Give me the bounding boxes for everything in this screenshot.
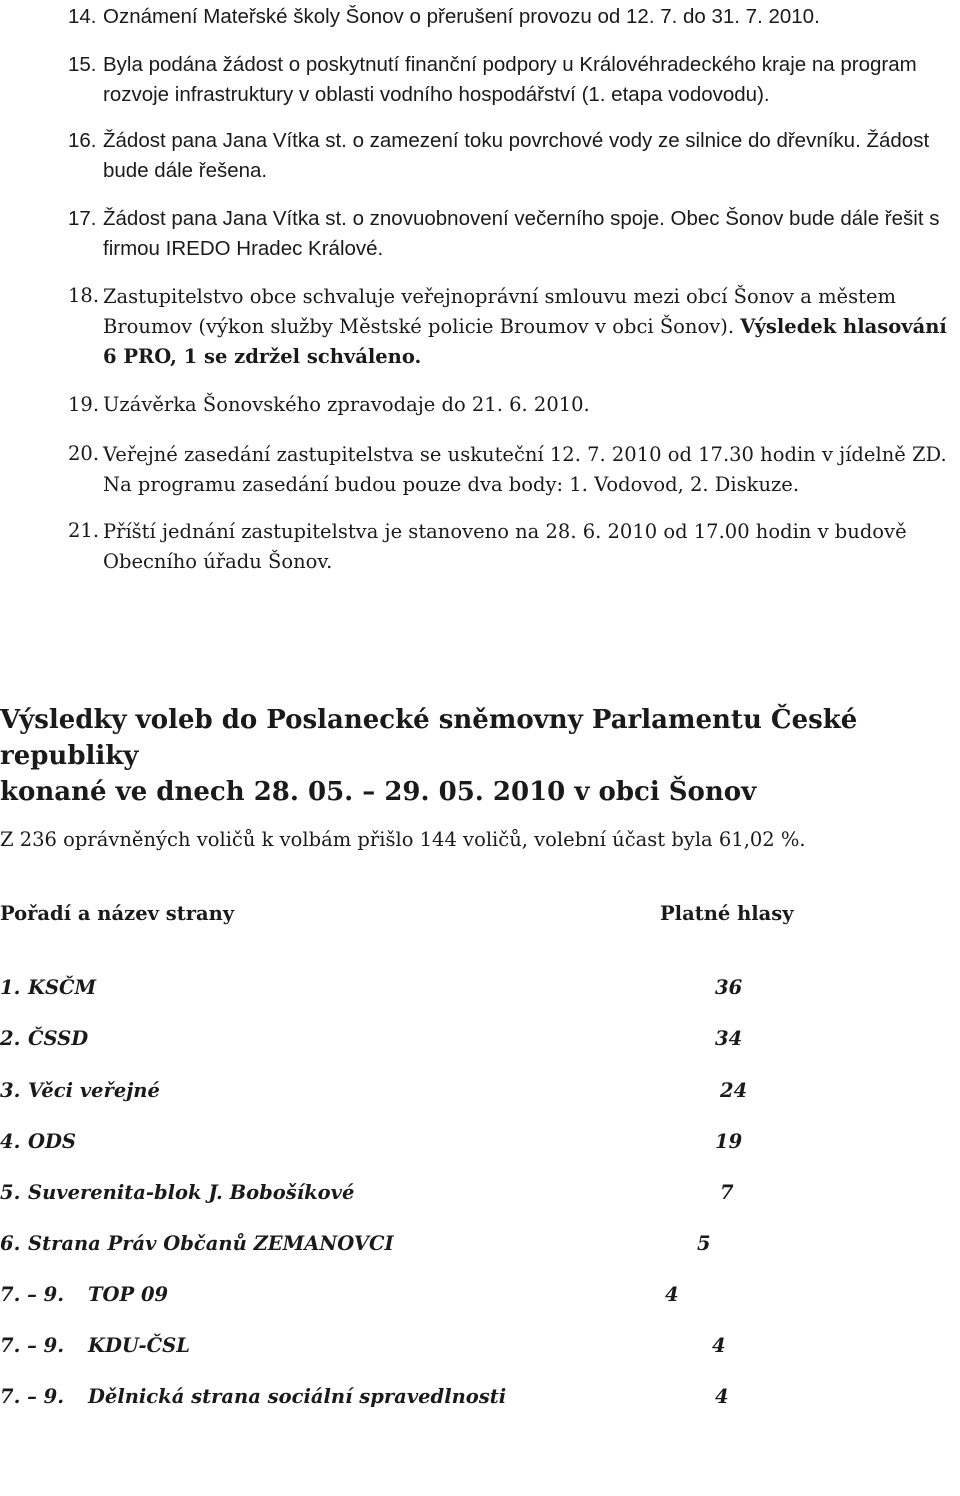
item-text: Oznámení Mateřské školy Šonov o přerušení provozu od 12. 7. do 31. 7. 2010. — [103, 5, 820, 28]
votes: 19 — [715, 1130, 743, 1153]
item-number: 15. — [68, 53, 97, 76]
party: Dělnická strana sociální spravedlnosti — [88, 1385, 507, 1408]
item-text: Byla podána žádost o poskytnutí finanční podpory u Královéhradeckého kraje na program rozvoje infrastruktury v oblasti vodního hospodářství (1. etapa vodovodu). — [103, 53, 917, 106]
rank: 2. — [0, 1027, 21, 1050]
item-text: Žádost pana Jana Vítka st. o znovuobnovení večerního spoje. Obec Šonov bude dále řešit s firmou IREDO Hradec Králové. — [103, 207, 940, 260]
list-item — [68, 440, 960, 500]
item-text: Příští jednání zastupitelstva je stanoveno na 28. 6. 2010 od 17.00 hodin v budově Obecního úřadu Šonov. — [103, 520, 907, 573]
party: ODS — [28, 1130, 76, 1153]
votes: 36 — [715, 976, 743, 999]
rank: 1. — [0, 976, 21, 999]
party-column-header: Pořadí a název strany — [0, 902, 235, 925]
votes: 4 — [712, 1334, 726, 1357]
list-item — [68, 204, 960, 264]
title-line: Výsledky voleb do Poslanecké sněmovny Parlamentu České republiky — [0, 705, 858, 771]
list-item — [68, 126, 960, 186]
item-number: 20. — [68, 442, 100, 465]
turnout-statement: Z 236 oprávněných voličů k volbám přišlo 144 voličů, volební účast byla 61,02 %. — [0, 828, 806, 851]
rank: 7. – 9. — [0, 1385, 65, 1408]
rank: 3. — [0, 1079, 21, 1102]
party: TOP 09 — [88, 1283, 169, 1306]
party: ČSSD — [28, 1027, 89, 1050]
list-item — [68, 391, 960, 419]
list-item — [68, 50, 960, 110]
item-number: 16. — [68, 129, 97, 152]
rank: 5. — [0, 1181, 21, 1204]
item-number: 18. — [68, 284, 100, 307]
votes: 5 — [697, 1232, 711, 1255]
list-item — [68, 2, 960, 32]
rank: 6. — [0, 1232, 21, 1255]
votes: 4 — [665, 1283, 679, 1306]
list-item — [68, 517, 960, 577]
party: Suverenita-blok J. Bobošíkové — [28, 1181, 355, 1204]
vote-result: Výsledek hlasování 6 PRO, 1 se zdržel schváleno. — [103, 315, 947, 368]
rank: 7. – 9. — [0, 1283, 65, 1306]
votes: 7 — [720, 1181, 734, 1204]
votes: 34 — [715, 1027, 743, 1050]
item-text: Uzávěrka Šonovského zpravodaje do 21. 6. 2010. — [103, 393, 590, 416]
item-text-plain: Zastupitelstvo obce schvaluje veřejnoprávní smlouvu mezi obcí Šonov a městem Broumov (výkon služby Městské policie Broumov v obci Šonov). — [103, 285, 896, 338]
rank: 7. – 9. — [0, 1334, 65, 1357]
list-item — [68, 282, 960, 372]
item-text — [103, 282, 960, 372]
party: Strana Práv Občanů ZEMANOVCI — [28, 1232, 394, 1255]
party: Věci veřejné — [28, 1079, 160, 1102]
item-number: 21. — [68, 519, 100, 542]
item-number: 14. — [68, 5, 97, 28]
section-title — [0, 702, 960, 810]
votes: 24 — [720, 1079, 748, 1102]
item-number: 19. — [68, 393, 100, 416]
votes-column-header: Platné hlasy — [660, 902, 794, 925]
item-number: 17. — [68, 207, 97, 230]
rank: 4. — [0, 1130, 21, 1153]
votes: 4 — [715, 1385, 729, 1408]
item-text: Žádost pana Jana Vítka st. o zamezení toku povrchové vody ze silnice do dřevníku. Žádost bude dále řešena. — [103, 129, 930, 182]
title-line: konané ve dnech 28. 05. – 29. 05. 2010 v obci Šonov — [0, 777, 757, 807]
party: KDU-ČSL — [88, 1334, 190, 1357]
result-row — [0, 1383, 729, 1496]
item-text: Veřejné zasedání zastupitelstva se uskuteční 12. 7. 2010 od 17.30 hodin v jídelně ZD. Na programu zasedání budou pouze dva body: 1. Vodovod, 2. Diskuze. — [103, 443, 947, 496]
party: KSČM — [28, 976, 97, 999]
